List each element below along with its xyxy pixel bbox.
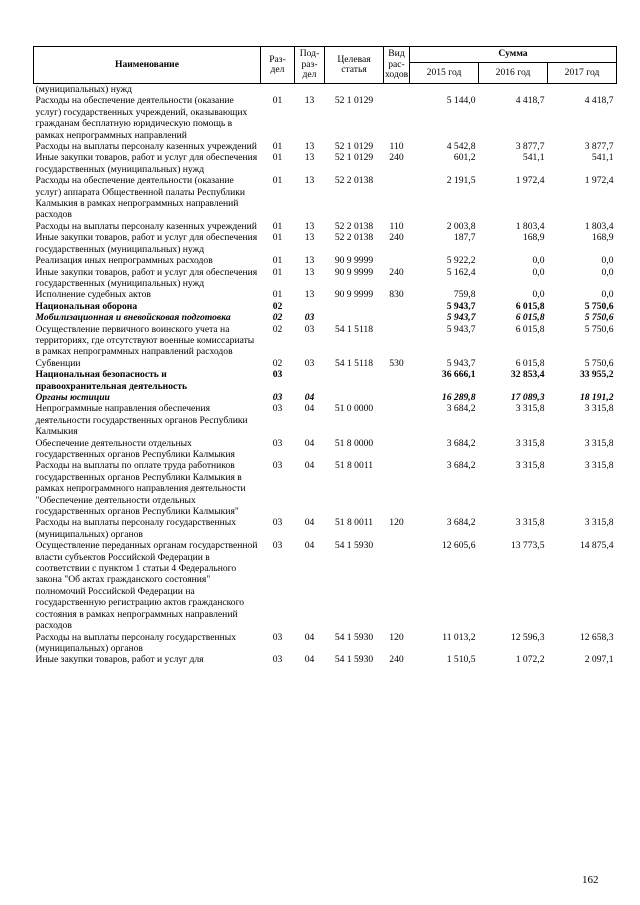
table-row: [34, 403, 617, 437]
header-statya: Целевая статья: [325, 47, 384, 84]
row-razdel: 01: [272, 141, 283, 153]
header-year-2017: 2017 год: [548, 63, 617, 84]
row-sum-2016: 6 015,8: [515, 300, 545, 312]
row-podrazdel: 13: [304, 289, 315, 301]
row-sum-2015: 3 684,2: [446, 517, 476, 529]
row-name: Национальная оборона: [35, 300, 138, 312]
row-razdel: 03: [272, 369, 283, 381]
row-razdel: 03: [272, 460, 283, 472]
row-sum-2015: 601,2: [453, 152, 476, 164]
row-sum-2017: 3 315,8: [584, 403, 614, 415]
row-podrazdel: 13: [304, 141, 315, 153]
row-name: Осуществление переданных органам государственной власти субъектов Российской Федерации в соответствии с пунктом 1 статьи 4 Федерального закона "Об актах гражданского состояния" полномочий Российской Федерации на государственную регистрацию актов гражданского состояния в рамках непрограммных направлений расходов: [35, 540, 258, 632]
row-vid: [384, 392, 410, 403]
row-statya: [325, 301, 384, 312]
table-row: [34, 141, 617, 152]
row-name: Национальная безопасность и правоохранительная деятельность: [35, 369, 188, 392]
row-sum-2016: 168,9: [522, 232, 545, 244]
table-row: [34, 358, 617, 369]
row-statya: 52 1 0129: [334, 141, 374, 153]
row-podrazdel: 13: [304, 232, 315, 244]
row-sum-2015: 5 943,7: [446, 300, 476, 312]
row-sum-2015: 3 684,2: [446, 403, 476, 415]
row-vid: [384, 540, 410, 631]
row-razdel: 03: [272, 517, 283, 529]
row-podrazdel: 04: [304, 631, 315, 643]
table-row: [34, 517, 617, 540]
row-razdel: 03: [272, 391, 283, 403]
row-sum-2016: 17 089,3: [510, 391, 545, 403]
row-sum-2015: 3 684,2: [446, 460, 476, 472]
row-podrazdel: 13: [304, 152, 315, 164]
row-vid: 530: [389, 357, 404, 369]
table-row: [34, 152, 617, 175]
row-sum-2016: 12 596,3: [510, 631, 545, 643]
row-sum-2015: 1 510,5: [446, 654, 476, 666]
row-name: Расходы на выплаты персоналу казенных учреждений: [35, 220, 257, 232]
row-razdel: 03: [272, 437, 283, 449]
row-razdel: 02: [272, 357, 283, 369]
table-row: [34, 312, 617, 323]
row-statya: 51 8 0000: [334, 437, 374, 449]
row-sum-2015: 2 191,5: [446, 175, 476, 187]
table-row: [34, 369, 617, 392]
row-sum-2016: 0,0: [532, 255, 545, 267]
row-sum-2016: 6 015,8: [515, 357, 545, 369]
row-statya: [325, 84, 384, 96]
row-name: Расходы на обеспечение деятельности (оказание услуг) государственных учреждений, оказывающих гражданам бесплатную юридическую помощь в рамках непрограммных направлений: [35, 95, 248, 141]
row-sum-2016: 0,0: [532, 289, 545, 301]
row-razdel: 02: [272, 312, 283, 324]
row-sum-2016: 6 015,8: [515, 323, 545, 335]
row-statya: 54 1 5930: [334, 540, 374, 552]
table-body: [34, 84, 617, 666]
row-razdel: 01: [272, 289, 283, 301]
row-statya: 54 1 5118: [334, 323, 374, 335]
row-sum-2015: 12 605,6: [441, 540, 476, 552]
row-sum-2017: 18 191,2: [579, 391, 614, 403]
row-sum-2016: 1 803,4: [515, 220, 545, 232]
row-statya: 52 1 0129: [334, 95, 374, 107]
row-razdel: 03: [272, 631, 283, 643]
row-statya: 90 9 9999: [334, 289, 374, 301]
page-number: 162: [582, 874, 599, 886]
row-podrazdel: 03: [304, 312, 315, 324]
row-vid: 830: [389, 289, 404, 301]
row-vid: [384, 255, 410, 266]
row-sum-2017: 5 750,6: [584, 323, 614, 335]
row-statya: 52 2 0138: [334, 220, 374, 232]
budget-table-page: [33, 46, 617, 666]
row-sum-2015: 36 666,1: [441, 369, 476, 381]
row-razdel: 01: [272, 232, 283, 244]
row-sum-2015: 3 684,2: [446, 437, 476, 449]
row-podrazdel: 13: [304, 95, 315, 107]
row-name: Иные закупки товаров, работ и услуг для обеспечения государственных (муниципальных) нужд: [35, 152, 258, 175]
budget-table: [33, 46, 617, 666]
row-sum-2015: 5 144,0: [446, 95, 476, 107]
row-razdel: 03: [272, 403, 283, 415]
row-podrazdel: 04: [304, 437, 315, 449]
row-podrazdel: 13: [304, 175, 315, 187]
row-razdel: 03: [272, 654, 283, 666]
row-sum-2017: 33 955,2: [579, 369, 614, 381]
row-sum-2016: 13 773,5: [510, 540, 545, 552]
row-sum-2017: 168,9: [591, 232, 614, 244]
header-name: Наименование: [34, 47, 261, 84]
row-sum-2016: 3 315,8: [515, 403, 545, 415]
row-podrazdel: 04: [304, 540, 315, 552]
row-sum-2015: 187,7: [453, 232, 476, 244]
row-sum-2016: 4 418,7: [515, 95, 545, 107]
table-row: [34, 460, 617, 517]
row-sum-2016: 3 877,7: [515, 141, 545, 153]
row-vid: 110: [389, 141, 404, 153]
table-row: [34, 232, 617, 255]
row-vid: [384, 175, 410, 221]
row-podrazdel: [295, 369, 325, 392]
table-header: [34, 47, 617, 84]
header-summa: Сумма: [410, 47, 617, 63]
row-sum-2017: 3 315,8: [584, 460, 614, 472]
row-sum-2017: 2 097,1: [584, 654, 614, 666]
table-row: [34, 95, 617, 141]
row-sum-2017: 0,0: [601, 266, 614, 278]
row-sum-2017: 0,0: [601, 255, 614, 267]
header-vid: Вид рас- ходов: [384, 47, 410, 84]
row-name: Осуществление первичного воинского учета на территориях, где отсутствуют военные комиссариаты в рамках непрограммных направлений расходов: [35, 323, 255, 358]
row-statya: [325, 369, 384, 392]
row-name: Реализация иных непрограммных расходов: [35, 255, 213, 267]
row-vid: 110: [389, 220, 404, 232]
row-sum-2017: 0,0: [601, 289, 614, 301]
row-sum-2015: 11 013,2: [442, 631, 476, 643]
row-name: Мобилизационная и вневойсковая подготовка: [35, 312, 231, 324]
row-statya: 51 8 0011: [334, 460, 374, 472]
table-row: [34, 255, 617, 266]
row-razdel: 03: [272, 540, 283, 552]
row-vid: 240: [389, 654, 404, 666]
row-vid: [384, 312, 410, 323]
row-sum-2017: 12 658,3: [579, 631, 614, 643]
row-vid: 120: [389, 517, 404, 529]
row-name: (муниципальных) нужд: [35, 84, 133, 95]
row-podrazdel: [295, 84, 325, 96]
row-podrazdel: 13: [304, 266, 315, 278]
row-razdel: 02: [272, 300, 283, 312]
row-sum-2017: 1 972,4: [584, 175, 614, 187]
row-vid: [384, 84, 410, 96]
row-sum-2015: 5 922,2: [446, 255, 476, 267]
header-razdel: Раз- дел: [261, 47, 295, 84]
row-statya: 54 1 5930: [334, 631, 374, 643]
row-podrazdel: 04: [304, 391, 315, 403]
row-sum-2015: 16 289,8: [441, 391, 476, 403]
row-razdel: 01: [272, 175, 283, 187]
row-razdel: 01: [272, 255, 283, 267]
row-vid: 240: [389, 266, 404, 278]
row-statya: 52 2 0138: [334, 232, 374, 244]
row-vid: [384, 403, 410, 437]
row-sum-2017: 4 418,7: [584, 95, 614, 107]
row-podrazdel: 03: [304, 357, 315, 369]
table-row: [34, 632, 617, 655]
row-sum-2016: 3 315,8: [515, 517, 545, 529]
row-name: Исполнение судебных актов: [35, 289, 151, 301]
row-name: Субвенции: [35, 357, 81, 369]
row-vid: 240: [389, 232, 404, 244]
row-razdel: 02: [272, 323, 283, 335]
row-name: Расходы на обеспечение деятельности (оказание услуг) аппарата Общественной палаты Республики Калмыкия в рамках непрограммных направлений расходов: [35, 175, 246, 221]
row-statya: [325, 392, 384, 403]
row-sum-2016: [479, 84, 548, 96]
row-statya: 52 2 0138: [334, 175, 374, 187]
row-name: Непрограммные направления обеспечения деятельности государственных органов Республики Калмыкия: [35, 403, 248, 438]
row-podrazdel: 13: [304, 220, 315, 232]
row-podrazdel: 04: [304, 403, 315, 415]
table-row: [34, 324, 617, 358]
row-name: Расходы на выплаты персоналу казенных учреждений: [35, 141, 257, 153]
row-vid: [384, 301, 410, 312]
row-sum-2016: 541,1: [522, 152, 545, 164]
row-vid: [384, 438, 410, 461]
row-sum-2015: 759,8: [453, 289, 476, 301]
row-sum-2016: 3 315,8: [515, 460, 545, 472]
row-sum-2015: 5 162,4: [446, 266, 476, 278]
row-razdel: 01: [272, 220, 283, 232]
row-razdel: 01: [272, 95, 283, 107]
row-sum-2017: 14 875,4: [579, 540, 614, 552]
header-year-2016: 2016 год: [479, 63, 548, 84]
row-name: Расходы на выплаты персоналу государственных (муниципальных) органов: [35, 631, 237, 654]
row-sum-2016: 1 072,2: [515, 654, 545, 666]
table-row: [34, 175, 617, 221]
row-sum-2015: 5 943,7: [446, 312, 476, 324]
row-name: Расходы на выплаты по оплате труда работников государственных органов Республики Калмыкия в рамках непрограммного направления деятельности "Обеспечение деятельности отдельных государственных органов Республики Калмыкия": [35, 460, 246, 518]
row-sum-2015: 4 542,8: [446, 141, 476, 153]
row-podrazdel: [295, 301, 325, 312]
row-vid: 120: [389, 631, 404, 643]
row-statya: 54 1 5118: [334, 357, 374, 369]
row-statya: 51 8 0011: [334, 517, 374, 529]
row-name: Обеспечение деятельности отдельных государственных органов Республики Калмыкия: [35, 437, 235, 460]
table-row: [34, 654, 617, 665]
row-podrazdel: 13: [304, 255, 315, 267]
row-podrazdel: 04: [304, 654, 315, 666]
row-sum-2017: 1 803,4: [584, 220, 614, 232]
row-sum-2017: 5 750,6: [584, 300, 614, 312]
row-sum-2016: 0,0: [532, 266, 545, 278]
row-podrazdel: 04: [304, 517, 315, 529]
row-statya: [325, 312, 384, 323]
row-sum-2017: [548, 84, 617, 96]
row-sum-2016: 3 315,8: [515, 437, 545, 449]
row-sum-2016: 1 972,4: [515, 175, 545, 187]
row-statya: 52 1 0129: [334, 152, 374, 164]
table-row: [34, 540, 617, 631]
table-row: [34, 267, 617, 290]
row-sum-2017: 3 315,8: [584, 517, 614, 529]
row-sum-2015: 5 943,7: [446, 357, 476, 369]
row-sum-2017: 5 750,6: [584, 312, 614, 324]
row-sum-2017: 541,1: [591, 152, 614, 164]
row-sum-2017: 5 750,6: [584, 357, 614, 369]
row-razdel: [261, 84, 295, 96]
table-row: [34, 221, 617, 232]
row-name: Органы юстиции: [35, 391, 110, 403]
row-sum-2015: 5 943,7: [446, 323, 476, 335]
table-row: [34, 438, 617, 461]
row-statya: 90 9 9999: [334, 255, 374, 267]
row-name: Иные закупки товаров, работ и услуг для обеспечения государственных (муниципальных) нужд: [35, 266, 258, 289]
row-statya: 51 0 0000: [334, 403, 374, 415]
row-name: Иные закупки товаров, работ и услуг для: [35, 654, 204, 666]
row-vid: [384, 460, 410, 517]
row-sum-2017: 3 877,7: [584, 141, 614, 153]
table-row: [34, 84, 617, 96]
row-sum-2016: 6 015,8: [515, 312, 545, 324]
row-statya: 54 1 5930: [334, 654, 374, 666]
header-podrazdel: Под- раз- дел: [295, 47, 325, 84]
row-name: Расходы на выплаты персоналу государственных (муниципальных) органов: [35, 517, 237, 540]
row-vid: [384, 95, 410, 141]
table-row: [34, 392, 617, 403]
row-vid: [384, 369, 410, 392]
row-sum-2016: 32 853,4: [510, 369, 545, 381]
row-name: Иные закупки товаров, работ и услуг для обеспечения государственных (муниципальных) нужд: [35, 232, 258, 255]
row-sum-2015: [410, 84, 479, 96]
row-statya: 90 9 9999: [334, 266, 374, 278]
row-vid: [384, 324, 410, 358]
header-year-2015: 2015 год: [410, 63, 479, 84]
row-vid: 240: [389, 152, 404, 164]
row-sum-2017: 3 315,8: [584, 437, 614, 449]
row-razdel: 01: [272, 266, 283, 278]
row-podrazdel: 03: [304, 323, 315, 335]
row-razdel: 01: [272, 152, 283, 164]
row-sum-2015: 2 003,8: [446, 220, 476, 232]
table-row: [34, 289, 617, 300]
table-row: [34, 301, 617, 312]
row-podrazdel: 04: [304, 460, 315, 472]
